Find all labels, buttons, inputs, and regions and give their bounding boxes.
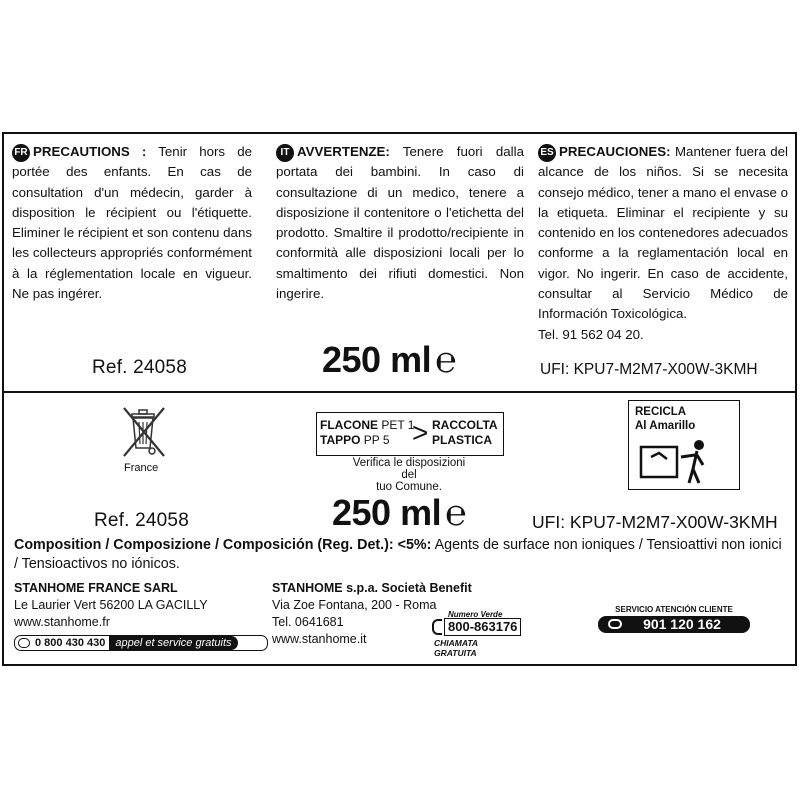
recicla-line-2: Al Amarillo bbox=[635, 420, 696, 432]
product-label bbox=[2, 132, 797, 666]
precautions-es-heading: PRECAUCIONES: bbox=[559, 144, 671, 159]
composition-heading: Composition / Composizione / Composición (Reg. Det.): <5%: bbox=[14, 537, 432, 553]
verify-line-1: Verifica le disposizioni del bbox=[352, 457, 466, 481]
precautions-es-text: Mantener fuera del alcance de los niños. Si se necesita consejo médico, tener a mano el envase o la etiqueta. Eliminar el recipiente y su contenido en los contenedores adecuados conforme a la reglamentación local en vigor. No ingerir. En caso de accidente, consultar al Servicio Médico de Información Toxicológica. bbox=[538, 144, 788, 322]
phone-handset-icon bbox=[432, 619, 442, 635]
recycle-person-icon bbox=[637, 437, 733, 485]
pet-left bbox=[320, 418, 414, 448]
precautions-fr-text: Tenir hors de portée des enfants. En cas de consultation d'un médecin, garder à disposition le récipient ou l'étiquette. Eliminer le récipient et son contenu dans les collecteurs appropriés conformément à la réglementation locale en vigueur. Ne pas ingérer. bbox=[12, 144, 252, 302]
plastica-label: PLASTICA bbox=[432, 433, 492, 447]
it-company-address: Via Zoe Fontana, 200 - Roma bbox=[272, 598, 437, 612]
estimated-sign: ℮ bbox=[435, 339, 457, 380]
top-volume bbox=[322, 339, 456, 381]
it-company-web: www.stanhome.it bbox=[272, 632, 367, 646]
recycling-pet-box bbox=[316, 412, 504, 456]
fr-phone-number: 0 800 430 430 bbox=[35, 637, 106, 649]
raccolta-label: RACCOLTA bbox=[432, 418, 498, 432]
estimated-sign-bottom: ℮ bbox=[445, 492, 467, 533]
fr-company-address: Le Laurier Vert 56200 LA GACILLY bbox=[14, 598, 208, 612]
precautions-it-heading: AVVERTENZE: bbox=[297, 144, 390, 159]
es-badge: ES bbox=[538, 144, 556, 162]
precautions-es bbox=[538, 142, 788, 345]
fr-company-web: www.stanhome.fr bbox=[14, 615, 110, 629]
fr-company bbox=[14, 580, 208, 631]
es-phone-pill bbox=[598, 616, 750, 633]
fr-phone-note: appel et service gratuits bbox=[109, 636, 237, 650]
numero-verde-box bbox=[432, 610, 522, 658]
phone-icon bbox=[18, 638, 30, 648]
chiamata-gratuita: CHIAMATA GRATUITA bbox=[434, 638, 478, 658]
numero-verde-label: Numero Verde bbox=[448, 610, 503, 619]
recicla-text bbox=[635, 405, 695, 433]
verify-text bbox=[344, 457, 474, 493]
numero-verde-number: 800-863176 bbox=[444, 618, 521, 636]
pet1-label: PET 1 bbox=[381, 418, 415, 432]
section-divider bbox=[4, 391, 795, 393]
pet-right bbox=[432, 418, 498, 448]
precautions-fr bbox=[12, 142, 252, 304]
it-company-tel: Tel. 0641681 bbox=[272, 615, 344, 629]
fr-phone-pill bbox=[14, 635, 268, 651]
bottom-volume-value: 250 ml bbox=[332, 492, 442, 533]
es-phone-number: 901 120 162 bbox=[643, 616, 721, 632]
composition bbox=[14, 536, 784, 574]
fr-company-name: STANHOME FRANCE SARL bbox=[14, 581, 178, 595]
es-service bbox=[598, 604, 750, 633]
it-badge: IT bbox=[276, 144, 294, 162]
crossed-bin-icon bbox=[112, 404, 176, 460]
top-volume-value: 250 ml bbox=[322, 339, 432, 380]
es-phone-icon bbox=[608, 619, 622, 629]
pp5-label: PP 5 bbox=[363, 433, 390, 447]
bottom-volume bbox=[332, 492, 466, 534]
recicla-box bbox=[628, 400, 740, 490]
precautions-es-tel: Tel. 91 562 04 20. bbox=[538, 326, 644, 342]
es-service-label: SERVICIO ATENCIÓN CLIENTE bbox=[615, 605, 733, 614]
flacone-label: FLACONE bbox=[320, 418, 378, 432]
precautions-it bbox=[276, 142, 524, 304]
bottom-ufi: UFI: KPU7-M2M7-X00W-3KMH bbox=[532, 512, 778, 532]
bottom-ref: Ref. 24058 bbox=[94, 510, 189, 531]
it-company-name: STANHOME s.p.a. Società Benefit bbox=[272, 581, 472, 595]
top-ufi: UFI: KPU7-M2M7-X00W-3KMH bbox=[540, 361, 758, 378]
precautions-fr-heading: PRECAUTIONS : bbox=[33, 144, 147, 159]
fr-badge: FR bbox=[12, 144, 30, 162]
bin-caption: France bbox=[124, 462, 159, 474]
verify-line-2: tuo Comune. bbox=[376, 481, 442, 493]
chevron-right-icon: > bbox=[412, 417, 429, 448]
recicla-line-1: RECICLA bbox=[635, 406, 687, 418]
top-ref: Ref. 24058 bbox=[92, 357, 187, 378]
tappo-label: TAPPO bbox=[320, 433, 361, 447]
precautions-it-text: Tenere fuori dalla portata dei bambini. In caso di consultazione di un medico, tenere a disposizione il contenitore o l'etichetta del prodotto. Smaltire il prodotto/recipiente in conformità alle disposizioni locali per lo smaltimento dei rifiuti domestici. Non ingerire. bbox=[276, 144, 524, 302]
composition-text: Agents de surface non ioniques / Tensioattivi non ionici / Tensioactivos no iónicos. bbox=[14, 537, 782, 572]
